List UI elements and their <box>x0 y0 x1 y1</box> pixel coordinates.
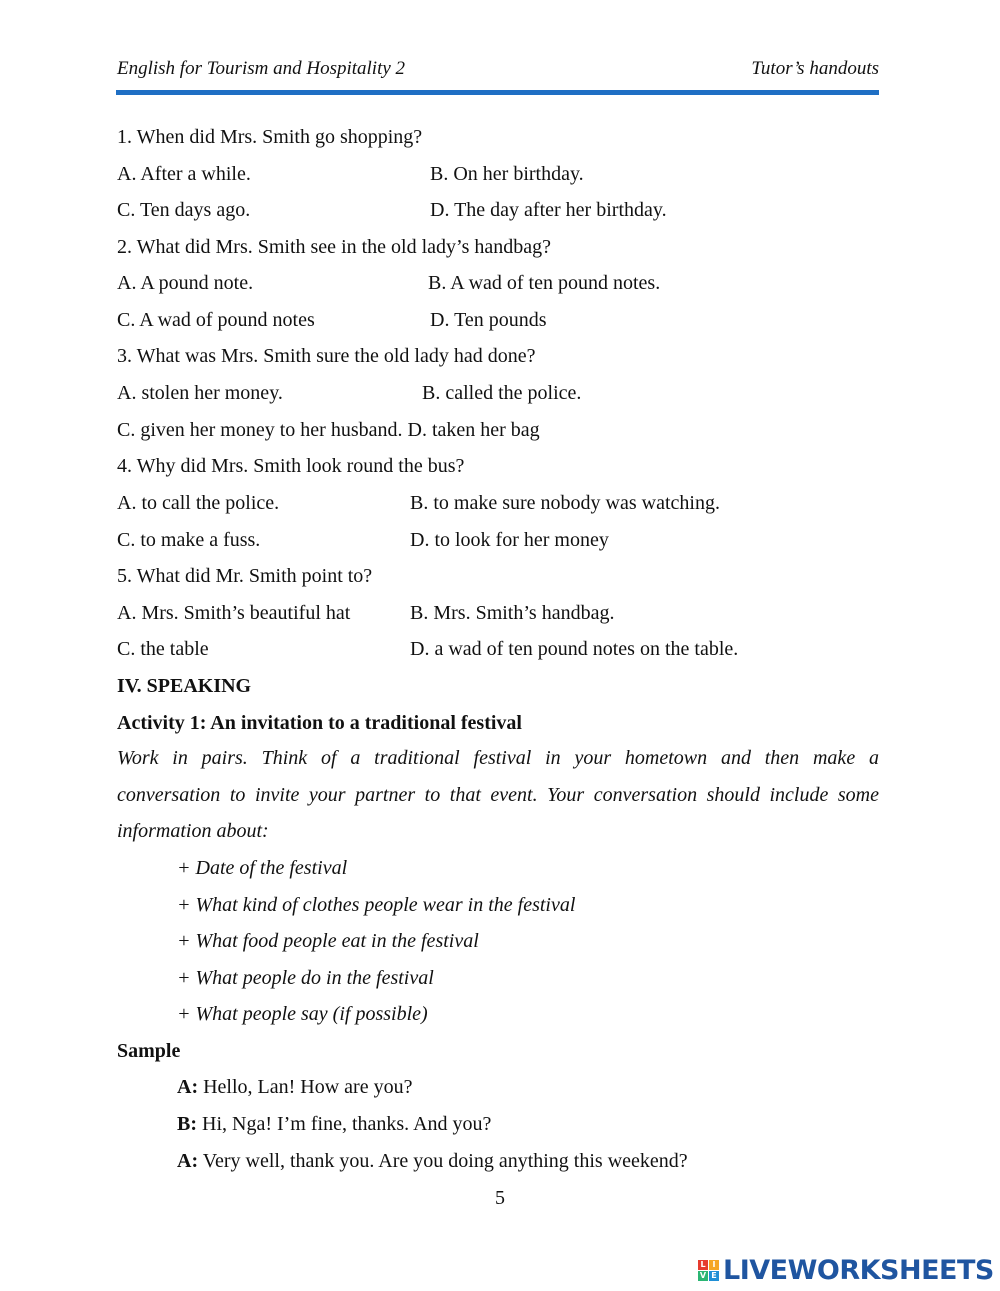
q3-option-cd: C. given her money to her husband. D. taken her bag <box>117 419 540 441</box>
section-title: IV. SPEAKING <box>117 675 252 697</box>
bullet-item: + What people say (if possible) <box>177 1003 428 1025</box>
q5-option-a: A. Mrs. Smith’s beautiful hat <box>117 602 351 624</box>
dialogue-speaker: A: <box>177 1076 199 1098</box>
question-3: 3. What was Mrs. Smith sure the old lady had done? <box>117 345 536 367</box>
header-rule <box>116 90 879 95</box>
sample-title: Sample <box>117 1040 181 1062</box>
dialogue-line <box>177 1112 491 1136</box>
activity-title: Activity 1: An invitation to a traditional festival <box>117 712 522 734</box>
instructions-line-2: conversation to invite your partner to that event. Your conversation should include some <box>117 784 879 806</box>
dialogue-speaker: A: <box>177 1150 199 1172</box>
page-number: 5 <box>495 1187 505 1209</box>
bullet-item: + What food people eat in the festival <box>177 930 479 952</box>
q2-option-c: C. A wad of pound notes <box>117 309 315 331</box>
logo-mark-letter: E <box>709 1271 719 1281</box>
q2-option-d: D. Ten pounds <box>430 309 547 331</box>
liveworksheets-logo <box>698 1255 994 1285</box>
liveworksheets-mark-icon <box>698 1260 719 1281</box>
q4-option-b: B. to make sure nobody was watching. <box>410 492 720 514</box>
bullet-item: + What people do in the festival <box>177 967 434 989</box>
dialogue-text: Hello, Lan! How are you? <box>198 1076 413 1098</box>
q5-option-b: B. Mrs. Smith’s handbag. <box>410 602 615 624</box>
q3-option-a: A. stolen her money. <box>117 382 283 404</box>
header-subtitle: Tutor’s handouts <box>751 58 879 79</box>
dialogue-line <box>177 1075 412 1099</box>
q2-option-b: B. A wad of ten pound notes. <box>428 272 661 294</box>
header-title: English for Tourism and Hospitality 2 <box>117 58 406 79</box>
q4-option-a: A. to call the police. <box>117 492 280 514</box>
liveworksheets-text: LIVEWORKSHEETS <box>723 1254 994 1286</box>
dialogue-line <box>177 1149 688 1173</box>
q1-option-d: D. The day after her birthday. <box>430 199 667 221</box>
dialogue-speaker: B: <box>177 1113 197 1135</box>
bullet-item: + What kind of clothes people wear in the festival <box>177 894 576 916</box>
q1-option-a: A. After a while. <box>117 163 251 185</box>
question-2: 2. What did Mrs. Smith see in the old lady’s handbag? <box>117 236 552 258</box>
q1-option-b: B. On her birthday. <box>430 163 584 185</box>
q4-option-c: C. to make a fuss. <box>117 529 261 551</box>
logo-mark-letter: L <box>698 1260 708 1270</box>
q2-option-a: A. A pound note. <box>117 272 254 294</box>
q5-option-c: C. the table <box>117 638 209 660</box>
question-4: 4. Why did Mrs. Smith look round the bus? <box>117 455 465 477</box>
dialogue-text: Hi, Nga! I’m fine, thanks. And you? <box>197 1113 492 1135</box>
q5-option-d: D. a wad of ten pound notes on the table. <box>410 638 739 660</box>
instructions-line-1: Work in pairs. Think of a traditional festival in your hometown and then make a <box>117 747 879 769</box>
q3-option-b: B. called the police. <box>422 382 582 404</box>
q1-option-c: C. Ten days ago. <box>117 199 251 221</box>
question-5: 5. What did Mr. Smith point to? <box>117 565 373 587</box>
question-1: 1. When did Mrs. Smith go shopping? <box>117 126 423 148</box>
q4-option-d: D. to look for her money <box>410 529 609 551</box>
dialogue-text: Very well, thank you. Are you doing anything this weekend? <box>198 1150 688 1172</box>
logo-mark-letter: I <box>709 1260 719 1270</box>
bullet-item: + Date of the festival <box>177 857 348 879</box>
instructions-line-3: information about: <box>117 820 269 842</box>
logo-mark-letter: V <box>699 1270 707 1280</box>
